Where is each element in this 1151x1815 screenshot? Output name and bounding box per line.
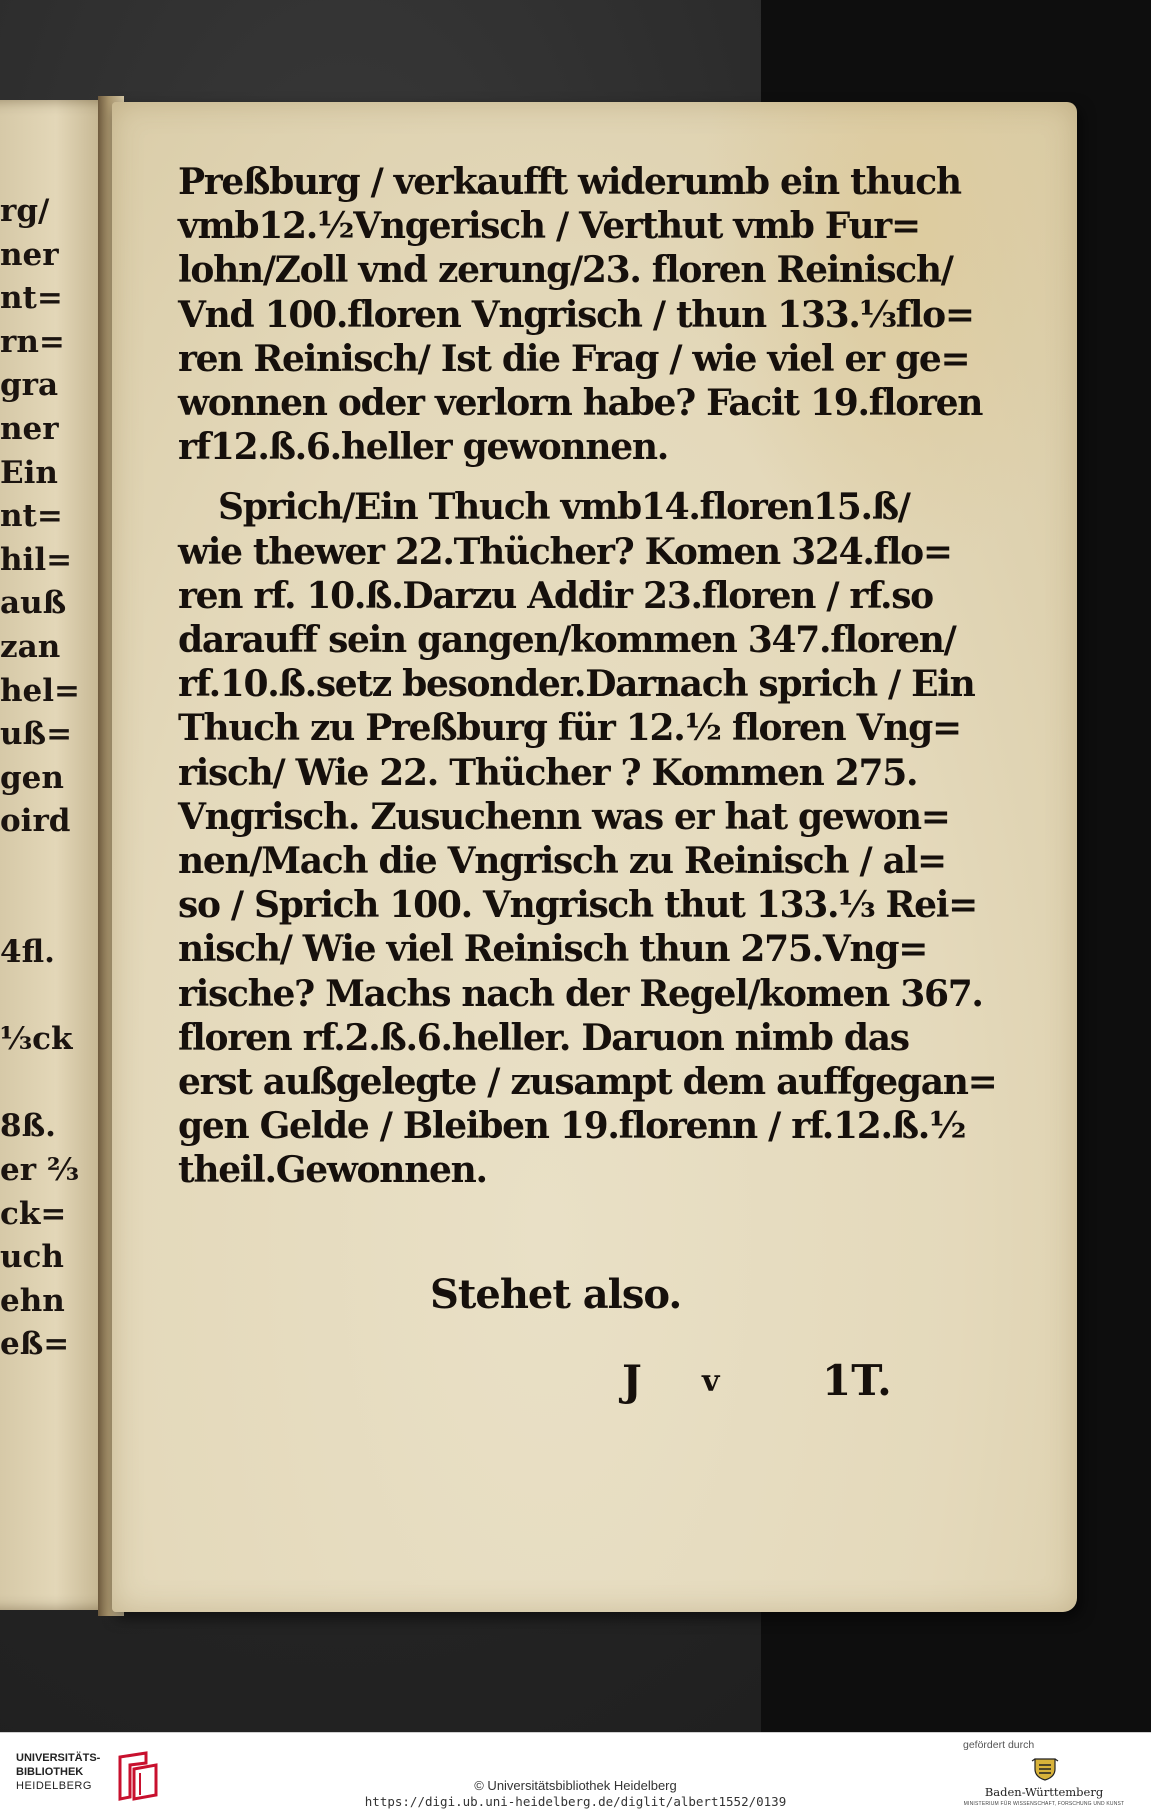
fragment-line: gra bbox=[0, 367, 59, 404]
ub-logo-mark-icon bbox=[116, 1751, 160, 1801]
fragment-line: rn= bbox=[0, 323, 65, 360]
book-page bbox=[112, 102, 1077, 1612]
text-line: wie thewer 22.Thücher? Komen 324.flo= bbox=[178, 530, 952, 573]
text-line: floren rf.2.ß.6.heller. Daruon nimb das bbox=[178, 1016, 909, 1059]
text-line: nen/Mach die Vngrisch zu Reinisch / al= bbox=[178, 840, 946, 883]
coat-of-arms-icon bbox=[1031, 1755, 1059, 1781]
fragment-line: ehn bbox=[0, 1282, 65, 1319]
funder-logo[interactable] bbox=[959, 1737, 1129, 1811]
ub-logo-text bbox=[16, 1751, 114, 1793]
fragment-line: er ⅔ bbox=[0, 1152, 79, 1189]
text-line: ren Reinisch/ Ist die Frag / wie viel er ge= bbox=[178, 337, 970, 380]
text-line: ren rf. 10.ß.Darzu Addir 23.floren / rf.so bbox=[178, 574, 933, 617]
text-line: rf12.ß.6.heller gewonnen. bbox=[178, 426, 668, 469]
permalink-url[interactable]: https://digi.ub.uni-heidelberg.de/diglit/albert1552/0139 bbox=[364, 1794, 787, 1809]
text-line: rische? Machs nach der Regel/komen 367. bbox=[178, 972, 983, 1015]
ub-heidelberg-logo[interactable] bbox=[16, 1751, 166, 1803]
paragraph-1 bbox=[178, 160, 1008, 469]
funder-ministry: MINISTERIUM FÜR WISSENSCHAFT, FORSCHUNG UND KUNST bbox=[963, 1801, 1125, 1807]
fragment-line: nt= bbox=[0, 280, 63, 317]
fragment-line: uß= bbox=[0, 716, 73, 753]
fragment-line: eß= bbox=[0, 1326, 70, 1363]
funder-name: Baden-Württemberg bbox=[984, 1785, 1104, 1799]
paragraph-2 bbox=[178, 485, 1008, 1192]
text-line: nisch/ Wie viel Reinisch thun 275.Vng= bbox=[178, 928, 928, 971]
fragment-line: ner bbox=[0, 410, 59, 447]
signature-letter: 1T. bbox=[822, 1356, 892, 1405]
fragment-line: ner bbox=[0, 236, 59, 273]
page-text-block bbox=[178, 160, 1008, 1193]
text-line: erst außgelegte / zusampt dem auffgegan= bbox=[178, 1061, 997, 1104]
text-line: risch/ Wie 22. Thücher ? Kommen 275. bbox=[178, 751, 918, 794]
text-line: so / Sprich 100. Vngrisch thut 133.⅓ Rei= bbox=[178, 884, 977, 927]
text-line: theil.Gewonnen. bbox=[178, 1149, 487, 1192]
text-line: rf.10.ß.setz besonder.Darnach sprich / Ein bbox=[178, 663, 975, 706]
logo-line: UNIVERSITÄTS- bbox=[16, 1752, 101, 1764]
text-line: Vnd 100.floren Vngrisch / thun 133.⅓flo= bbox=[178, 293, 974, 336]
fragment-line: ck= bbox=[0, 1195, 67, 1232]
funded-by-label: gefördert durch bbox=[963, 1739, 1035, 1751]
fragment-line: hil= bbox=[0, 541, 73, 578]
text-line: Sprich/Ein Thuch vmb14.floren15.ß/ bbox=[218, 486, 910, 529]
fragment-line: uch bbox=[0, 1239, 64, 1276]
fragment-line: ⅓ck bbox=[0, 1021, 73, 1058]
fragment-line: Ein bbox=[0, 454, 58, 491]
text-line: lohn/Zoll vnd zerung/23. floren Reinisch/ bbox=[178, 249, 953, 292]
logo-line: BIBLIOTHEK bbox=[16, 1766, 84, 1778]
fragment-line: oird bbox=[0, 803, 71, 840]
fragment-line: 8ß. bbox=[0, 1108, 56, 1145]
text-line: darauff sein gangen/kommen 347.floren/ bbox=[178, 619, 956, 662]
closing-line: Stehet also. bbox=[430, 1271, 682, 1318]
text-line: Thuch zu Preßburg für 12.½ floren Vng= bbox=[178, 707, 961, 750]
viewer-footer bbox=[0, 1732, 1151, 1815]
fragment-line: auß bbox=[0, 585, 67, 622]
text-line: Preßburg / verkaufft widerumb ein thuch bbox=[178, 161, 961, 203]
signature-letter: J bbox=[622, 1356, 642, 1405]
fragment-line: hel= bbox=[0, 672, 81, 709]
signature-letter: v bbox=[702, 1364, 720, 1399]
text-line: Vngrisch. Zusuchenn was er hat gewon= bbox=[178, 795, 950, 838]
fragment-line: rg/ bbox=[0, 193, 50, 229]
text-line: vmb12.½Vngerisch / Verthut vmb Fur= bbox=[178, 205, 920, 248]
fragment-line: nt= bbox=[0, 498, 63, 535]
text-line: gen Gelde / Bleiben 19.florenn / rf.12.ß.½ bbox=[178, 1105, 966, 1148]
logo-line: HEIDELBERG bbox=[16, 1780, 92, 1792]
footer-center bbox=[300, 1778, 851, 1810]
fragment-line: zan bbox=[0, 628, 61, 665]
text-line: wonnen oder verlorn habe? Facit 19.floren bbox=[178, 382, 983, 425]
fragment-line: 4fl. bbox=[0, 934, 55, 971]
fragment-line: gen bbox=[0, 759, 64, 796]
copyright-text: © Universitätsbibliothek Heidelberg bbox=[474, 1778, 677, 1793]
